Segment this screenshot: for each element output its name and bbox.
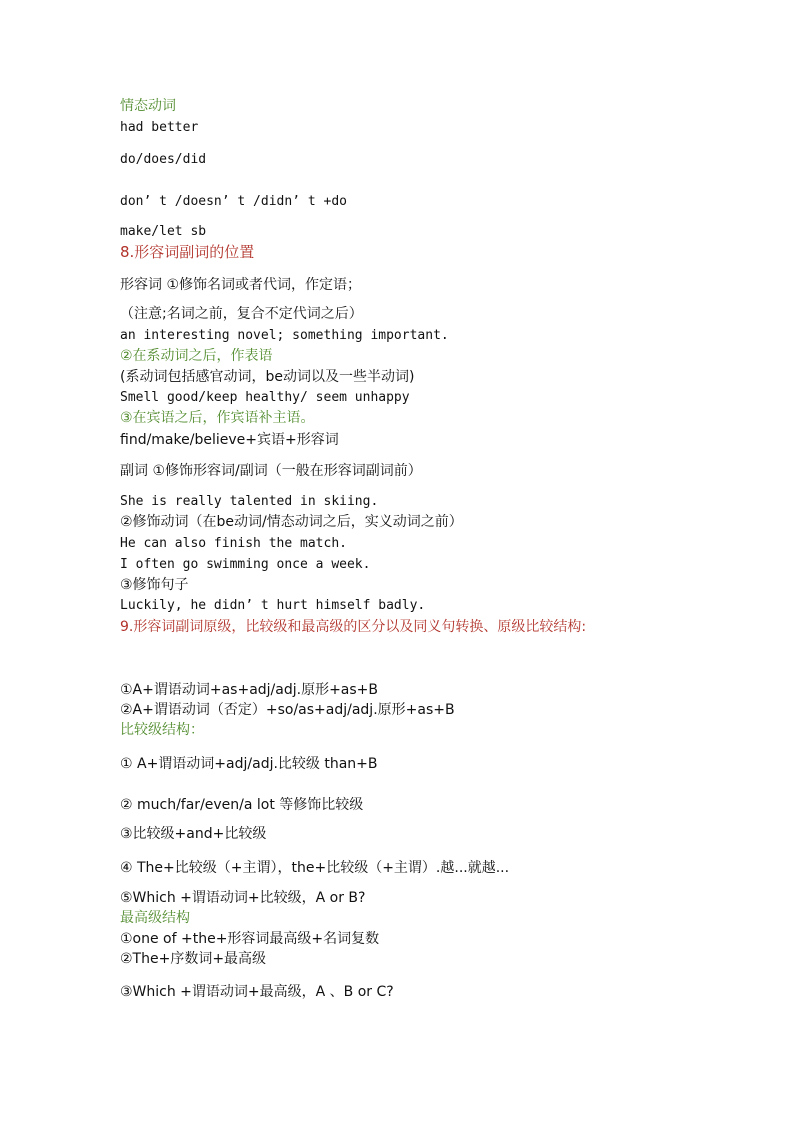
superlative-heading: 最高级结构 (120, 910, 190, 926)
text-line: She is really talented in skiing. (120, 494, 379, 509)
text-line: ④ The+比较级（+主谓），the+比较级（+主谓）.越...就越... (120, 860, 510, 876)
adjective-rule-3: ③在宾语之后，作宾语补主语。 (120, 410, 315, 426)
text-line: ①A+谓语动词+as+adj/adj.原形+as+B (120, 682, 379, 698)
text-line: ①one of +the+形容词最高级+名词复数 (120, 931, 380, 947)
text-line: find/make/believe+宾语+形容词 (120, 432, 339, 448)
text-line: Luckily, he didn’ t hurt himself badly. (120, 598, 426, 613)
text-line: ②A+谓语动词（否定）+so/as+adj/adj.原形+as+B (120, 702, 455, 718)
text-line: ② much/far/even/a lot 等修饰比较级 (120, 797, 364, 813)
text-line: ① A+谓语动词+adj/adj.比较级 than+B (120, 756, 378, 772)
text-line: make/let sb (120, 224, 207, 239)
adverb-rule-1: 副词 ①修饰形容词/副词（一般在形容词副词前） (120, 463, 422, 479)
text-line: do/does/did (120, 152, 207, 167)
adjective-rule-2: ②在系动词之后，作表语 (120, 348, 273, 364)
text-line: （注意;名词之前，复合不定代词之后） (120, 306, 363, 322)
comparative-heading: 比较级结构： (120, 722, 204, 738)
text-line: Smell good/keep healthy/ seem unhappy (120, 390, 410, 405)
text-line: I often go swimming once a week. (120, 557, 371, 572)
text-line: don’ t /doesn’ t /didn’ t +do (120, 194, 347, 209)
text-line: (系动词包括感官动词，be动词以及一些半动词) (120, 369, 415, 385)
section-8-heading: 8.形容词副词的位置 (120, 243, 255, 261)
adverb-rule-3: ③修饰句子 (120, 577, 189, 593)
text-line: ③比较级+and+比较级 (120, 826, 267, 842)
section-9-heading: 9.形容词副词原级，比较级和最高级的区分以及同义句转换、原级比较结构: (120, 619, 587, 635)
text-line: had better (120, 120, 199, 135)
text-line: He can also finish the match. (120, 536, 347, 551)
adverb-rule-2: ②修饰动词（在be动词/情态动词之后，实义动词之前） (120, 514, 463, 530)
text-line: ②The+序数词+最高级 (120, 951, 267, 967)
text-line: ③Which +谓语动词+最高级，A 、B or C? (120, 984, 394, 1000)
modal-verbs-heading: 情态动词 (120, 98, 176, 114)
text-line: ⑤Which +谓语动词+比较级，A or B? (120, 890, 366, 906)
text-line: an interesting novel; something important. (120, 328, 449, 343)
adjective-rule-1: 形容词 ①修饰名词或者代词，作定语； (120, 277, 361, 293)
